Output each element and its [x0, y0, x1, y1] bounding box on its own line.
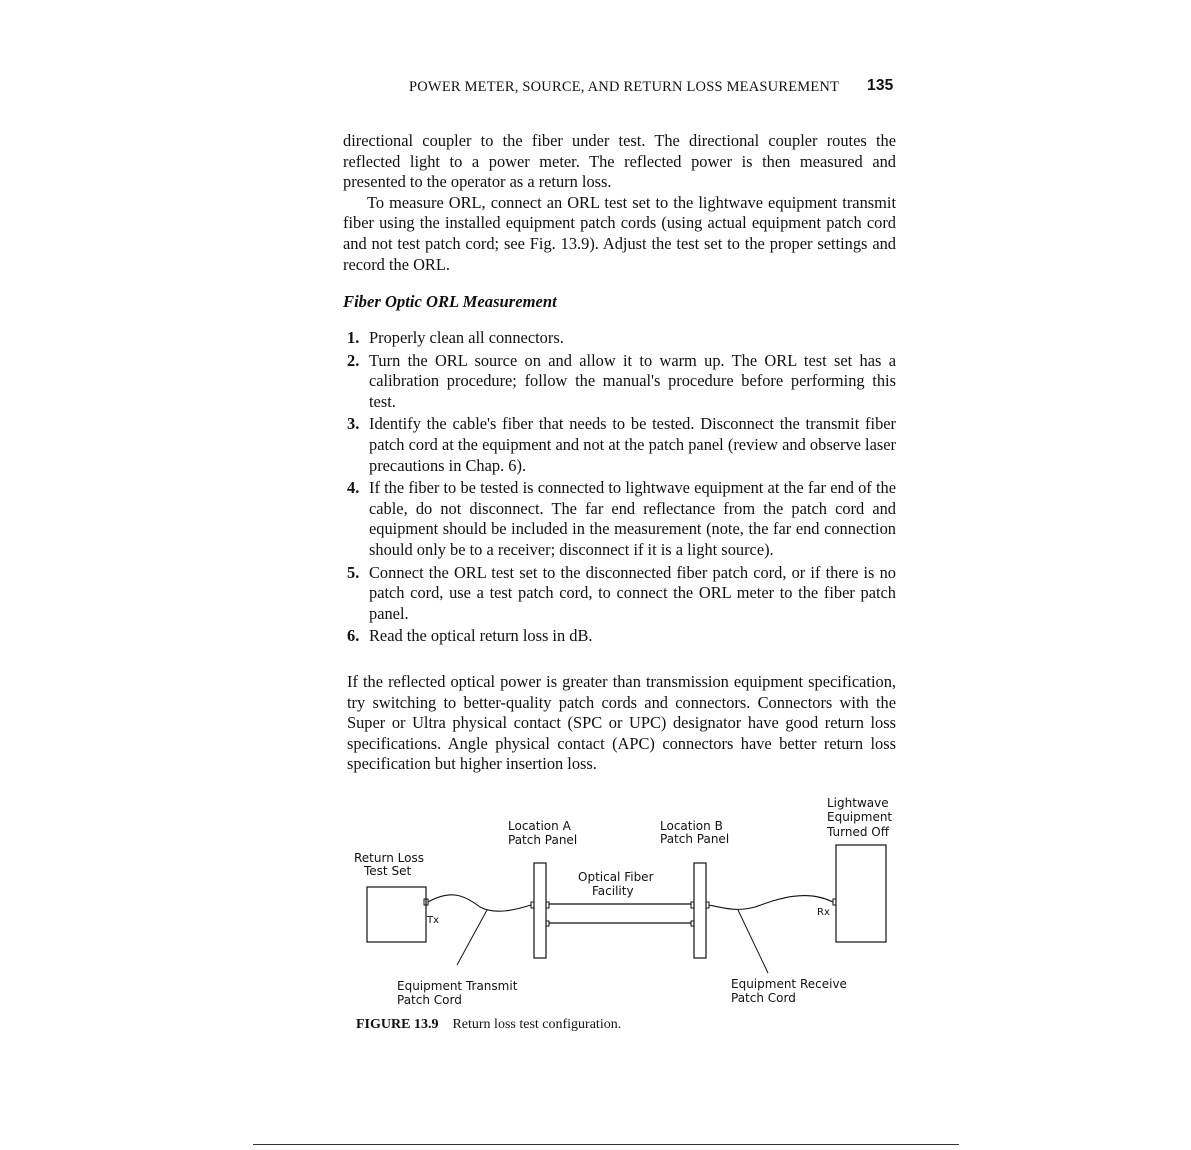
receive-patch-cord	[709, 896, 833, 910]
location-a-label-line2: Patch Panel	[508, 833, 578, 847]
step-text: Connect the ORL test set to the disconnected fiber patch cord, or if there is no patch cord, use a test patch cord, to connect the ORL meter to the fiber patch panel.	[369, 562, 896, 623]
step-number: 2.	[347, 350, 360, 370]
step-text: Turn the ORL source on and allow it to warm up. The ORL test set has a calibration procedure; follow the manual's procedure before performing this test.	[369, 350, 896, 411]
list-item	[347, 414, 896, 476]
location-a-panel	[534, 863, 546, 958]
list-item	[347, 563, 896, 625]
lightwave-label-line1: Lightwave	[827, 796, 889, 810]
list-item	[347, 478, 896, 560]
transmit-cord-label-line2: Patch Cord	[397, 993, 462, 1007]
fiber-facility-label-line1: Optical Fiber	[578, 870, 654, 884]
return-loss-label-line2: Test Set	[364, 864, 412, 878]
location-a-port-lower	[546, 921, 549, 926]
caption-text: Return loss test configuration.	[452, 1017, 622, 1032]
test-set-box	[367, 887, 426, 942]
transmit-leader-line	[457, 910, 487, 965]
bottom-rule	[253, 1144, 959, 1145]
step-number: 1.	[347, 328, 360, 347]
list-item	[347, 328, 896, 349]
receive-leader-line	[738, 910, 768, 973]
step-text: Properly clean all connectors.	[369, 328, 564, 347]
step-text: If the fiber to be tested is connected to lightwave equipment at the far end of the cable, do not disconnect. The far end reflectance from the patch cord and equipment should be included in the measurement (note, the far end connection should only be to a receiver; disconnect if it is a light source).	[369, 478, 896, 559]
section-heading: Fiber Optic ORL Measurement	[343, 292, 557, 311]
location-a-port-right	[546, 902, 549, 908]
intro-text	[343, 131, 896, 275]
rx-label: Rx	[817, 907, 830, 918]
paragraph-1: directional coupler to the fiber under test. The directional coupler routes the reflected light to a power meter. The reflected power is then measured and presented to the operator as a return loss.	[343, 131, 896, 192]
lightwave-label-line3: Turned Off	[827, 825, 889, 839]
fiber-facility-label-line2: Facility	[592, 884, 634, 898]
transmit-cord-label-line1: Equipment Transmit	[397, 979, 518, 993]
lightwave-equipment-box	[836, 845, 886, 942]
location-b-label-line1: Location B	[660, 819, 723, 833]
location-a-label-line1: Location A	[508, 819, 571, 833]
return-loss-diagram	[345, 790, 905, 1010]
running-title: POWER METER, SOURCE, AND RETURN LOSS MEASUREMENT	[409, 79, 840, 95]
location-a-port-left	[531, 902, 534, 908]
closing-text	[347, 672, 896, 775]
page-number: 135	[867, 77, 894, 94]
location-b-port-left	[691, 902, 694, 908]
lightwave-label-line2: Equipment	[827, 810, 893, 824]
step-text: Identify the cable's fiber that needs to be tested. Disconnect the transmit fiber patch cord at the equipment and not at the patch panel (review and observe laser precautions in Chap. 6).	[369, 414, 896, 475]
return-loss-label-line1: Return Loss	[354, 851, 424, 865]
step-number: 6.	[347, 626, 360, 646]
location-b-label-line2: Patch Panel	[660, 832, 730, 846]
procedure-list	[347, 328, 896, 649]
location-b-port-lower	[691, 921, 694, 926]
receive-cord-label-line2: Patch Cord	[731, 991, 796, 1005]
tx-label: Tx	[427, 915, 440, 926]
figure-13-9	[345, 790, 905, 1010]
list-item	[347, 351, 896, 413]
transmit-patch-cord	[428, 895, 531, 911]
figure-number: FIGURE 13.9	[356, 1017, 439, 1032]
location-b-panel	[694, 863, 706, 958]
step-text: Read the optical return loss in dB.	[369, 626, 593, 646]
paragraph-2: To measure ORL, connect an ORL test set to the lightwave equipment transmit fiber using the installed equipment patch cords (using actual equipment patch cord and not test patch cord; see Fig. 13.9). Adjust the test set to the proper settings and record the ORL.	[343, 192, 896, 274]
step-number: 4.	[347, 478, 360, 498]
rx-port	[833, 899, 836, 905]
receive-cord-label-line1: Equipment Receive	[731, 977, 847, 991]
location-b-port-right	[706, 902, 709, 908]
list-item	[347, 626, 896, 647]
paragraph-3: If the reflected optical power is greater than transmission equipment specification, try switching to better-quality patch cords and connectors. Connectors with the Super or Ultra physical contact (SPC or UPC) designator have good return loss specifications. Angle physical contact (APC) connectors have better return loss specification but higher insertion loss.	[347, 672, 896, 774]
figure-caption	[356, 1017, 621, 1033]
running-header	[409, 77, 894, 96]
step-number: 5.	[347, 562, 360, 582]
step-number: 3.	[347, 414, 360, 434]
